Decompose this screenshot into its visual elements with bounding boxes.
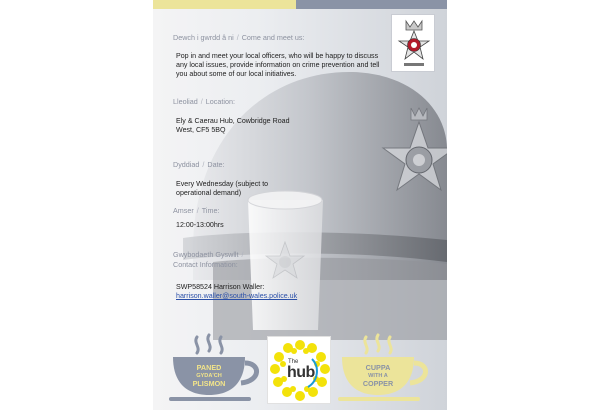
contact-title-en: Contact Information: — [173, 260, 238, 269]
paned-word-2: GYDA'CH — [196, 373, 222, 379]
contact-body — [176, 283, 297, 301]
poster — [153, 0, 447, 410]
date-line-1: Every Wednesday (subject to — [176, 180, 269, 188]
cuppa-word-3: COPPER — [362, 379, 394, 388]
contact-title: Gwybodaeth Gyswllt / Contact Information: — [173, 250, 247, 270]
time-title: Amser / Time: — [173, 206, 220, 215]
location-title-en: Location: — [205, 97, 235, 106]
come-meet-body: Pop in and meet your local officers, who will be happy to discuss any local issues, provide information on crime prevention and tell you about some of our local initiatives. — [176, 52, 380, 79]
contact-email-link[interactable]: harrison.waller@south-wales.police.uk — [176, 292, 298, 301]
cuppa-word-2: WITH A — [368, 373, 388, 379]
hub-main-text: hub — [287, 364, 315, 381]
date-title: Dyddiad / Date: — [173, 160, 225, 169]
time-title-en: Time: — [201, 206, 220, 215]
paned-gydach-plismon-logo — [167, 333, 265, 403]
date-title-cy: Dyddiad — [173, 160, 200, 169]
contact-title-cy: Gwybodaeth Gyswllt — [173, 250, 239, 259]
date-title-en: Date: — [207, 160, 225, 169]
come-meet-title: Dewch i gwrdd â ni / Come and meet us: — [173, 33, 305, 42]
come-meet-title-cy: Dewch i gwrdd â ni — [173, 33, 234, 42]
location-title: Lleoliad / Location: — [173, 97, 235, 106]
paned-word-1: PANED — [196, 363, 222, 372]
contact-name: SWP58524 Harrison Waller: — [176, 283, 265, 291]
come-meet-title-en: Come and meet us: — [241, 33, 305, 42]
date-body — [176, 180, 268, 198]
paned-cup-text — [179, 364, 239, 388]
cuppa-word-1: CUPPA — [365, 363, 391, 372]
location-body — [176, 117, 290, 135]
paned-word-3: PLISMON — [192, 379, 226, 388]
time-title-cy: Amser — [173, 206, 194, 215]
location-line-1: Ely & Caerau Hub, Cowbridge Road — [176, 117, 290, 125]
police-crest-icon — [392, 15, 436, 73]
police-crest-badge — [391, 14, 435, 72]
time-value: 12:00-13:00hrs — [176, 221, 224, 229]
the-hub-logo — [267, 336, 331, 404]
date-line-2: operational demand) — [176, 189, 242, 198]
cuppa-cup-text — [348, 364, 408, 388]
hub-the-text: The — [288, 359, 299, 365]
cuppa-with-a-copper-logo — [336, 333, 434, 403]
location-line-2: West, CF5 5BQ — [176, 126, 226, 135]
location-title-cy: Lleoliad — [173, 97, 198, 106]
